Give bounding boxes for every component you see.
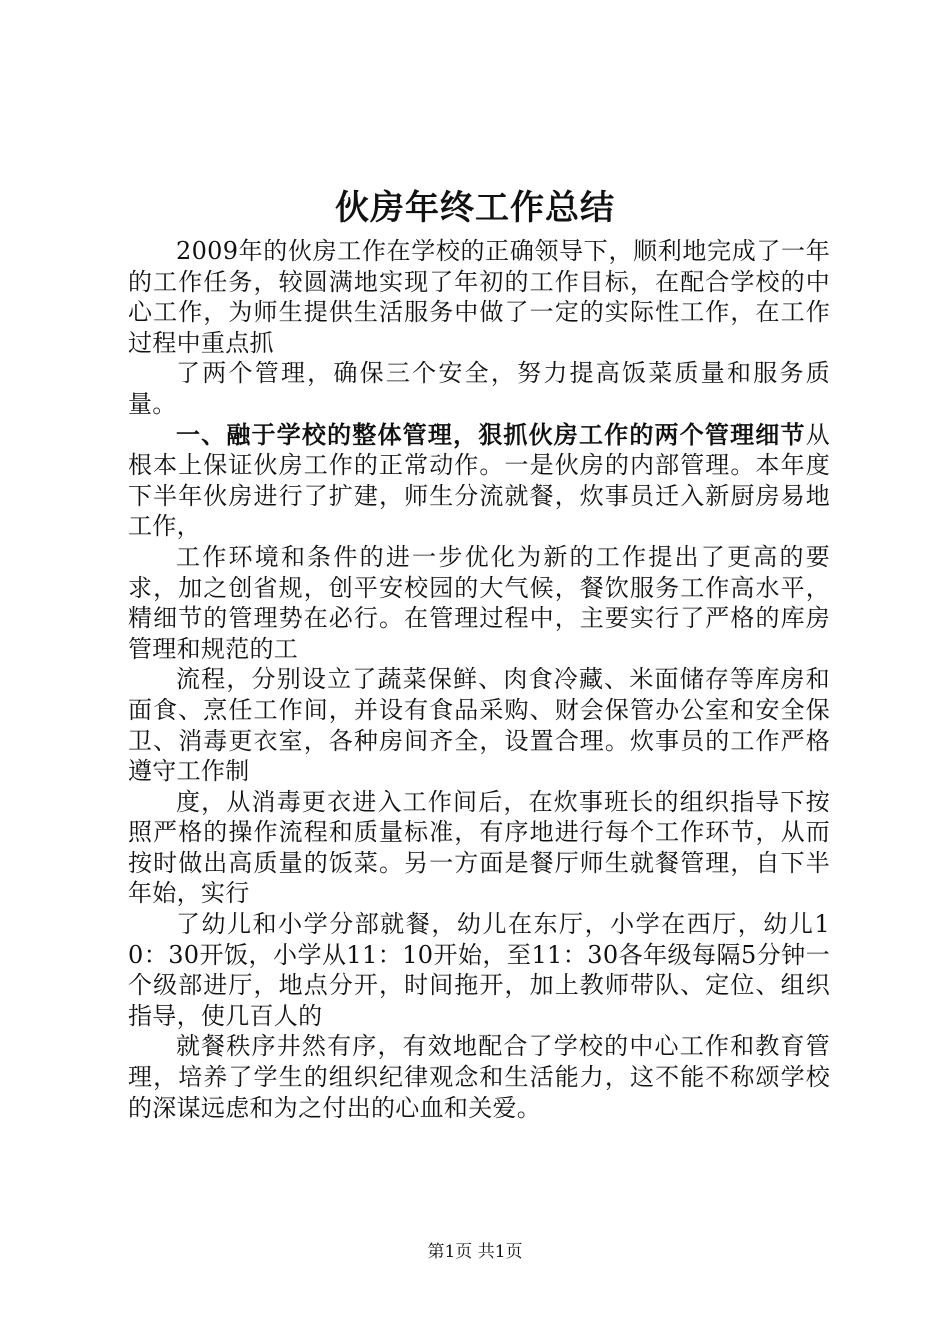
- paragraph-4: 工作环境和条件的进一步优化为新的工作提出了更高的要求，加之创省规，创平安校园的大气候，餐饮服务工作高水平，精细节的管理势在必行。在管理过程中，主要实行了严格的库房管理和规范的工: [128, 542, 830, 663]
- paragraph-3: [128, 420, 830, 542]
- paragraph-8: 就餐秩序井然有序，有效地配合了学校的中心工作和教育管理，培养了学生的组织纪律观念和生活能力，这不能不称颂学校的深谋远虑和为之付出的心血和关爱。: [128, 1032, 830, 1122]
- page-footer: 第1页 共1页: [427, 1242, 523, 1262]
- paragraph-5: 流程，分别设立了蔬菜保鲜、肉食冷藏、米面储存等库房和面食、烹任工作间，并设有食品采购、财会保管办公室和安全保卫、消毒更衣室，各种房间齐全，设置合理。炊事员的工作严格遵守工作制: [128, 665, 830, 786]
- paragraph-1: 2009年的伙房工作在学校的正确领导下，顺利地完成了一年的工作任务，较圆满地实现了年初的工作目标，在配合学校的中心工作，为师生提供生活服务中做了一定的实际性工作，在工作过程中重点抓: [128, 237, 830, 357]
- section-heading: 一、融于学校的整体管理，狠抓伙房工作的两个管理细节: [176, 419, 806, 449]
- document-body: [128, 236, 830, 1123]
- paragraph-2: 了两个管理，确保三个安全，努力提高饭菜质量和服务质量。: [128, 359, 830, 418]
- paragraph-3-text: 从根本上保证伙房工作的正常动作。一是伙房的内部管理。本年度下半年伙房进行了扩建，师生分流就餐，炊事员迁入新厨房易地工作，: [128, 420, 830, 541]
- paragraph-7: 了幼儿和小学分部就餐，幼儿在东厅，小学在西厅，幼儿10：30开饭，小学从11：10开始，至11：30各年级每隔5分钟一个级部进厅，地点分开，时间拖开，加上教师带队、定位、组织指导，使几百人的: [128, 910, 830, 1030]
- paragraph-6: 度，从消毒更衣进入工作间后，在炊事班长的组织指导下按照严格的操作流程和质量标准，有序地进行每个工作环节，从而按时做出高质量的饭菜。另一方面是餐厅师生就餐管理，自下半年始，实行: [128, 787, 830, 908]
- document-title: 伙房年终工作总结: [335, 188, 615, 228]
